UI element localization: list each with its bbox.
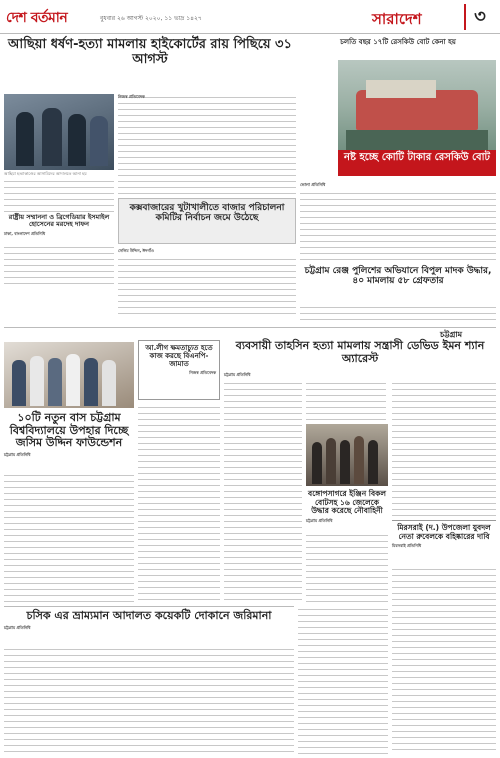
section-title: সারাদেশ — [372, 10, 422, 28]
story-body — [306, 380, 386, 420]
divider — [4, 327, 496, 328]
story-headline: চট্টগ্রাম রেঞ্জ পুলিশের অভিযানে বিপুল মাদক উদ্ধার, ৪০ মামলায় ৫৮ গ্রেফতার — [304, 266, 492, 287]
story-body — [300, 190, 496, 262]
story-headline: চসিক এর ভ্রাম্যমান আদালত কয়েকটি দোকানে জরিমানা — [26, 609, 272, 622]
page-number: ৩ — [464, 4, 494, 30]
story-body — [392, 380, 496, 516]
story-body — [118, 94, 296, 194]
story-body — [4, 178, 114, 212]
story-body — [138, 404, 220, 602]
story-kicker: চলতি বছর ১৭টি রেসকিউ বোট কেনা হয় — [340, 38, 456, 46]
section-label: চট্টগ্রাম — [440, 330, 463, 339]
story-headline: ব্যবসায়ী তাহসিন হত্যা মামলায় সন্ত্রাসী ডেভিড ইমন শ্যান অ্যারেস্ট — [235, 339, 485, 365]
story-headline: ১০টি নতুন বাস চট্টগ্রাম বিশ্ববিদ্যালয়ে উপহার দিচ্ছে জসিম উদ্দিন ফাউন্ডেশন — [9, 411, 129, 450]
story-headline: রাষ্ট্রীয় সম্মাননা ও ব্রিগেডিয়ার ইসমাইল হোসেনের মরদেহ দাফন — [8, 213, 110, 229]
story-fishing — [306, 490, 388, 525]
story-narcotics — [300, 266, 496, 302]
story-body — [4, 646, 294, 754]
story-mirsharai — [392, 520, 496, 550]
boat-photo — [338, 60, 496, 160]
story-byline: নিজস্ব প্রতিবেদক — [118, 94, 145, 99]
divider — [4, 606, 294, 607]
story-byline: ঢাকা, বাংলাদেশ প্রতিনিধি — [4, 230, 46, 236]
story-awami — [138, 340, 220, 400]
story-headline: মিরসরাই (দ.) উপজেলা যুবদল নেতা রুবেলকে বহিষ্কারের দাবি — [397, 523, 491, 541]
photo-caption: আছিয়া হত্যাকাণ্ডের আসামিদের আদালতে আনা হয় — [4, 171, 87, 176]
story-railway — [4, 214, 114, 238]
story-byline: চট্টগ্রাম প্রতিনিধি — [224, 372, 251, 377]
story-byline: সেলিম উদ্দিন, ঈদগাঁও — [118, 248, 154, 253]
story-body — [118, 256, 296, 316]
story-byline: নিজস্ব প্রতিবেদক — [189, 370, 216, 376]
story-headline: আছিয়া ধর্ষণ-হত্যা মামলায় হাইকোর্টের রায় পিছিয়ে ৩১ আগস্ট — [8, 37, 292, 67]
story-mobile-court — [4, 610, 294, 632]
story-body — [306, 532, 388, 602]
story-byline: চট্টগ্রাম প্রতিনিধি — [306, 517, 333, 523]
newspaper-logo: দেশ বর্তমান — [6, 10, 68, 26]
story-businessman — [224, 340, 496, 365]
boat-headline-banner — [338, 150, 496, 176]
story-headline: নষ্ট হচ্ছে কোটি টাকার রেসকিউ বোট — [344, 152, 490, 163]
story-headline: আ.লীগ ক্ষমতাচ্যুত হতে কাজ করছে বিএনপি-জামাত — [145, 344, 213, 369]
story-headline: কক্সবাজারের খুটাখালীতে বাজার পরিচালনা কমিটির নির্বাচন জমে উঠেছে — [129, 203, 285, 224]
story-photo — [4, 94, 114, 170]
story-body — [392, 566, 496, 754]
fishermen-photo — [306, 424, 388, 486]
story-body — [300, 304, 496, 324]
dateline: বুধবার ২৬ আগস্ট ২০২০, ১১ ভাদ্র ১৪২৭ — [100, 15, 202, 22]
story-body — [298, 606, 388, 754]
story-byline: চট্টগ্রাম প্রতিনিধি — [4, 451, 31, 457]
story-body — [4, 244, 114, 284]
story-byline: চট্টগ্রাম প্রতিনিধি — [4, 624, 31, 630]
masthead — [0, 0, 500, 34]
story-headline: বঙ্গোপসাগরে ইঞ্জিন বিকল বোটসহ ১৬ জেলেকে উদ্ধার করেছে নৌবাহিনী — [308, 489, 386, 516]
story-byline: মিরসরাই প্রতিনিধি — [392, 543, 422, 549]
bus-photo — [4, 342, 134, 408]
story-body — [224, 380, 302, 600]
story-body — [4, 472, 134, 602]
story-bus — [4, 412, 134, 459]
story-byline: ভোলা প্রতিনিধি — [300, 182, 326, 187]
story-rape-murder — [4, 38, 296, 90]
story-coxsbazar — [118, 198, 296, 244]
